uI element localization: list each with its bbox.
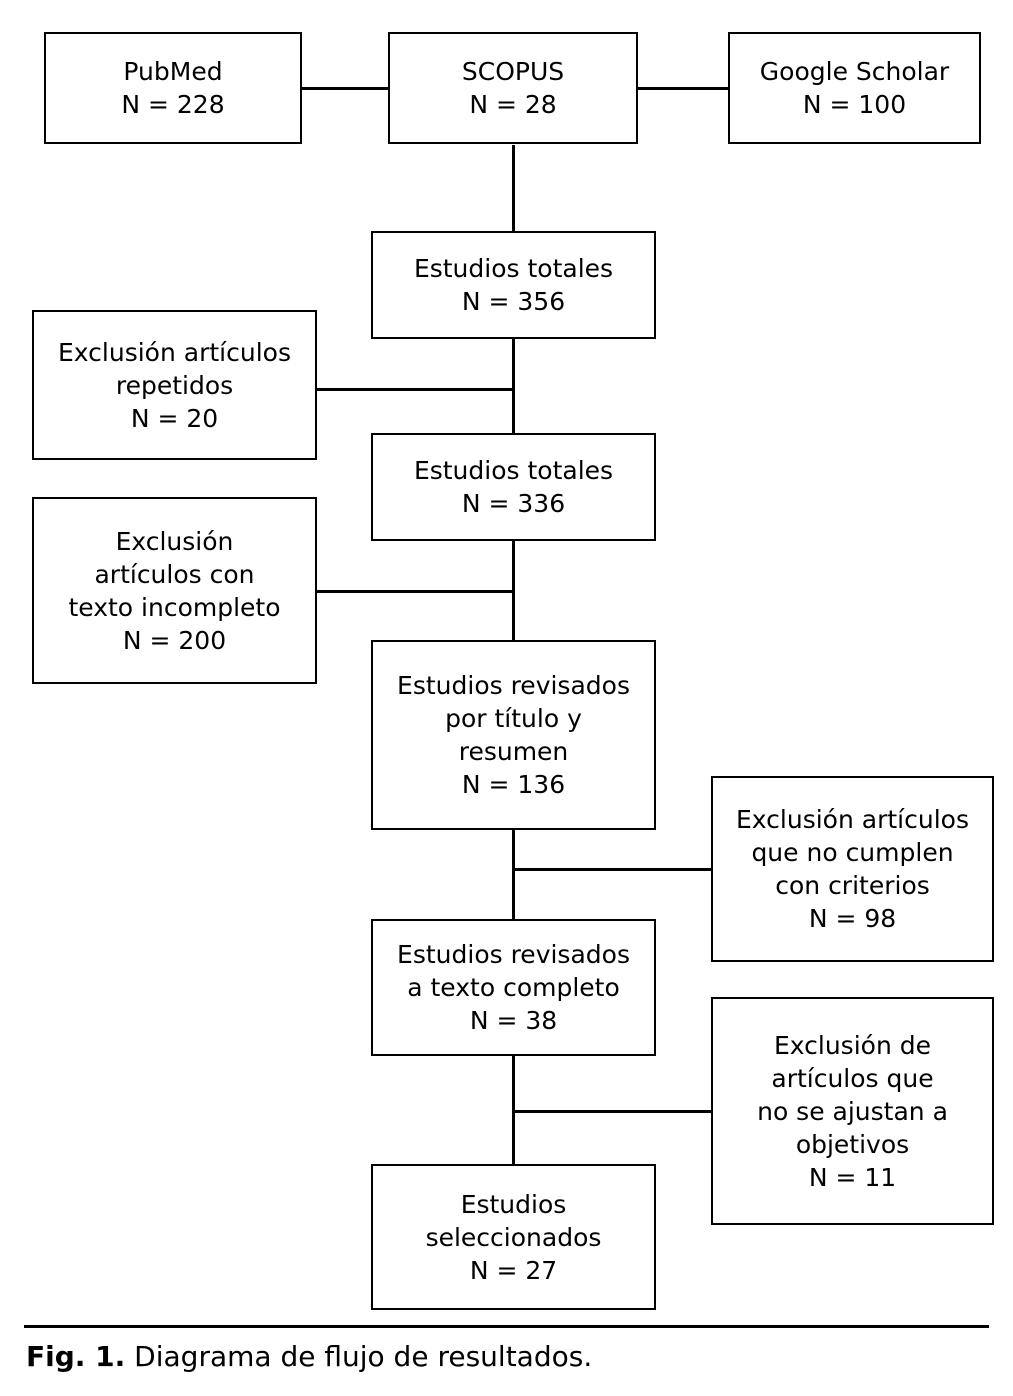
node-estudios-totales-356: [371, 231, 656, 339]
node-pubmed: [44, 32, 302, 144]
node-revisados-completo-line-2: a texto completo: [407, 973, 620, 1002]
node-estudios-seleccionados: [371, 1164, 656, 1310]
caption-divider: [24, 1325, 989, 1328]
connector-exclobjetivos-trunk: [512, 1110, 712, 1113]
node-exclusion-texto-line-2: artículos con: [94, 559, 255, 589]
connector-exclcriterios-trunk: [512, 868, 712, 871]
node-revisados-titulo-line-2: por título y: [445, 704, 582, 733]
node-exclusion-criterios-line-1: Exclusión artículos: [736, 805, 969, 834]
connector-scopus-google: [638, 87, 728, 90]
figure-caption-text: Diagrama de flujo de resultados.: [125, 1340, 593, 1373]
node-revisados-completo-line-1: Estudios revisados: [397, 940, 630, 969]
node-exclusion-texto-line-4: N = 200: [122, 625, 227, 655]
node-exclusion-criterios-line-3: con criterios: [775, 871, 930, 900]
figure-label: Fig. 1.: [26, 1340, 126, 1373]
node-exclusion-no-cumplen-criterios: [711, 776, 994, 962]
node-seleccionados-line-1: Estudios: [460, 1189, 567, 1219]
node-scopus: [388, 32, 638, 144]
connector-excltexto-trunk: [316, 590, 514, 593]
node-revisados-titulo-line-4: N = 136: [461, 770, 566, 799]
node-google-scholar-line-2: N = 100: [802, 90, 907, 119]
node-google-scholar: [728, 32, 981, 144]
node-exclusion-criterios-line-2: que no cumplen: [751, 838, 954, 867]
node-estudios-totales-336-line-1: Estudios totales: [413, 456, 614, 485]
node-estudios-totales-336-line-2: N = 336: [461, 489, 566, 518]
node-exclusion-objetivos-line-1: Exclusión de: [774, 1030, 931, 1060]
node-estudios-totales-356-line-1: Estudios totales: [413, 254, 614, 283]
node-exclusion-repetidos-line-2: repetidos: [115, 370, 234, 400]
node-revisados-completo-line-3: N = 38: [469, 1006, 558, 1035]
node-estudios-revisados-texto-completo: [371, 919, 656, 1056]
node-estudios-totales-356-line-2: N = 356: [461, 287, 566, 316]
node-exclusion-objetivos-line-5: N = 11: [808, 1162, 897, 1192]
connector-scopus-total1: [512, 145, 515, 231]
node-seleccionados-line-3: N = 27: [469, 1255, 558, 1285]
node-scopus-line-1: SCOPUS: [461, 57, 565, 86]
node-exclusion-texto-incompleto: [32, 497, 317, 684]
node-exclusion-no-ajustan-objetivos: [711, 997, 994, 1225]
node-exclusion-objetivos-line-3: no se ajustan a: [757, 1096, 948, 1126]
node-revisados-titulo-line-3: resumen: [458, 737, 569, 766]
node-pubmed-line-2: N = 228: [121, 90, 225, 119]
node-exclusion-texto-line-3: texto incompleto: [68, 592, 281, 622]
node-scopus-line-2: N = 28: [469, 90, 557, 119]
node-google-scholar-line-1: Google Scholar: [759, 57, 950, 86]
node-exclusion-texto-line-1: Exclusión: [115, 526, 234, 556]
node-exclusion-criterios-line-4: N = 98: [808, 904, 897, 933]
node-estudios-revisados-titulo-resumen: [371, 640, 656, 830]
node-exclusion-repetidos-line-1: Exclusión artículos: [58, 337, 291, 367]
node-exclusion-repetidos-line-3: N = 20: [130, 403, 219, 433]
node-exclusion-objetivos-line-2: artículos que: [771, 1063, 934, 1093]
node-seleccionados-line-2: seleccionados: [425, 1222, 602, 1252]
node-pubmed-line-1: PubMed: [123, 57, 223, 86]
node-exclusion-objetivos-line-4: objetivos: [795, 1129, 910, 1159]
connector-pubmed-scopus: [300, 87, 388, 90]
node-estudios-totales-336: [371, 433, 656, 541]
connector-revtitulo-revcompleto: [512, 830, 515, 919]
node-revisados-titulo-line-1: Estudios revisados: [397, 671, 630, 700]
figure-caption: [26, 1340, 592, 1374]
node-exclusion-articulos-repetidos: [32, 310, 317, 460]
connector-exclrep-trunk: [316, 388, 514, 391]
